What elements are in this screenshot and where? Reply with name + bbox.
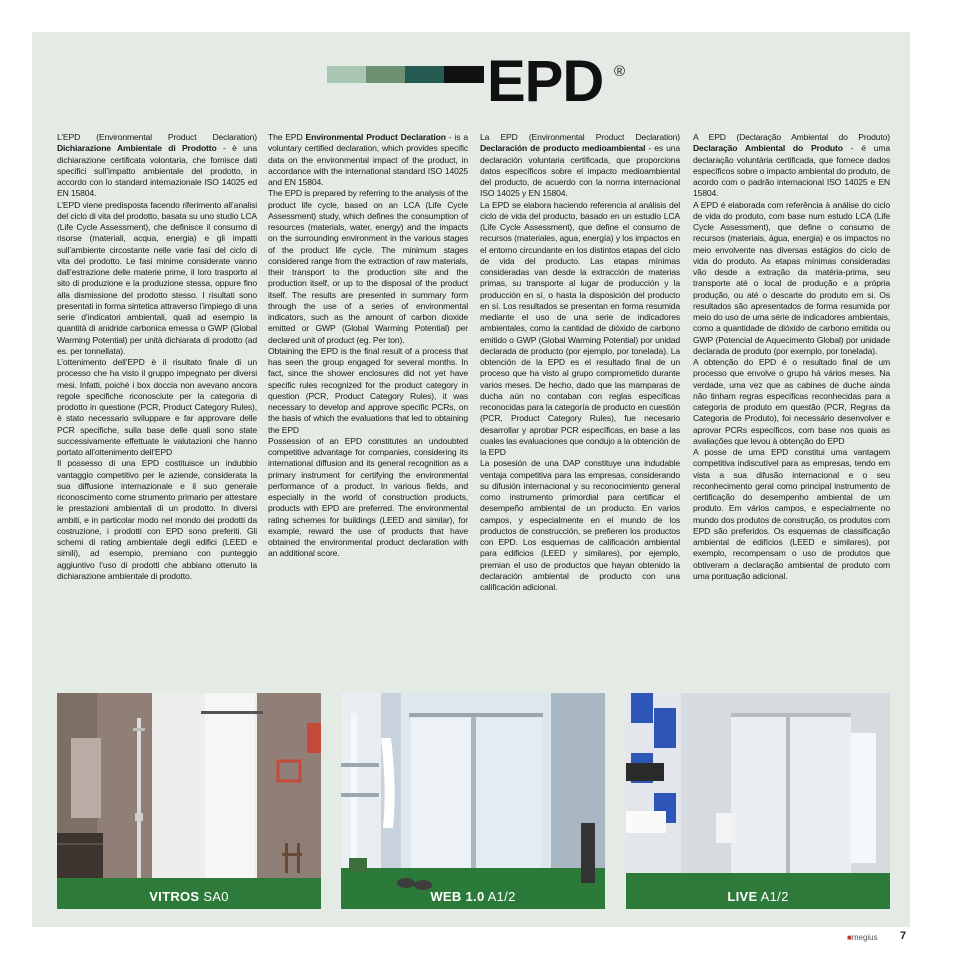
product-photo-live [626,693,890,909]
registered-mark: ® [614,63,626,80]
column-italian [57,132,257,582]
paragraph: The EPD Environmental Product Declaration - is a voluntary certified declaration, which provides specific data on the environmental impact of the product, in accordance with the international standard ISO 14025 and EN 15804. [268,132,468,187]
paragraph: A posse de uma EPD constitui uma vantagem competitiva indiscutível para as empresas, tendo em vista a sua difusão internacional e o seu reconhecimento geral como principal instrumento de certificação do desempenho ambiental de um produto. Em vários campos, e especialmente no mundo dos produtos de construção, os produtos com EPD são preferidos. Os esquemas de classificação ambiental de edifícios (LEED e similares), por exemplo, recompensam o uso de produtos que obtiveram a declaração ambiental de produto com uma pontuação adicional. [693,447,890,581]
paragraph: A EPD (Declaração Ambiental do Produto) Declaração Ambiental do Produto - é uma declaração voluntária certificada, que fornece dados específicos sobre o impacto ambiental do produto, de acordo com o padrão internacional ISO 14025 e EN 15804. [693,132,890,199]
photo-caption: VITROS SA0 [149,889,229,904]
logo-text: EPD [487,49,604,114]
product-photo-vitros [57,693,321,909]
paragraph: La EPD (Environmental Product Declaration) Declaración de producto medioambiental - es una declaración voluntaria certificada, que proporciona datos específicos sobre el impacto medioambiental del producto, de acuerdo con la norma internacional ISO 14025 y EN 15804. [480,132,680,199]
paragraph: L’ottenimento dell’EPD è il risultato finale di un processo che ha visto il gruppo impegnato per diversi mesi. Infatti, poiché i box doccia non avevano ancora regole specifiche riconosciute per la categoria di prodotto in questione (PCR, Product Category Rules), è stato necessario sviluppare e far approvare delle PCR specifiche, sulla base delle quali sono state successivamente effettuate le valutazioni che hanno portato all’ottenimento dell’EPD [57,357,257,457]
paragraph: Obtaining the EPD is the final result of a process that has seen the group engaged for several months. In fact, since the shower enclosures did not yet have specific rules recognized for the product category in question (PCR, Product Category Rules), it was necessary to develop and approve specific PCRs, on the basis of which the evaluations that led to obtaining the EPD [268,345,468,435]
paragraph: A EPD é elaborada com referência à análise do ciclo de vida do produto, com base num estudo LCA (Life Cycle Assessment), que define o consumo de recursos (materiais, água, energia) e os impactos no meio envolvente nas diversas estágios do ciclo de vida do produto. As etapas mínimas consideradas vão desde a extração da matéria-prima, seu transporte até o local de produção e a própria produção, ou até o descarte do produto em si. Os resultados são apresentados de forma resumida por meio do uso de uma série de indicadores ambientais, como a quantidade de dióxido de carbono emitida ou GWP (Potencial de Aquecimento Global) por unidade declarada de produto (por exemplo, por tonelada). [693,199,890,356]
brand-mark-icon: ■ [847,933,852,942]
paragraph: L’EPD (Environmental Product Declaration) Dichiarazione Ambientale di Prodotto - è una dichiarazione certificata volontaria, che fornisce dati specifici sull’impatto ambientale del prodotto, in accordo con lo standard internazionale ISO 14025 ed EN 15804. [57,132,257,199]
page-number: 7 [900,930,907,942]
logo-stripe [405,66,444,83]
column-english [268,132,468,560]
paragraph: The EPD is prepared by referring to the analysis of the product life cycle, based on an LCA (Life Cycle Assessment) study, which defines the consumption of resources (materials, water, energy) and the impacts on the surrounding environment in the various stages of the product life cycle. The minimum stages considered range from the extraction of raw materials, their transport to the production site and the production itself, or up to the disposal of the product itself. The results are presented in summary form through the use of a series of environmental indicators, such as the amount of carbon dioxide emitted or GWP (Global Warming Potential) per declared unit of product (eg. Per ton). [268,188,468,345]
paragraph: La EPD se elabora haciendo referencia al análisis del ciclo de vida del producto, basado en un estudio LCA (Life Cycle Assessment), que define el consumo de recursos (materiales, agua, energía) y los impactos en el entorno circundante en los distintos etapas del ciclo de vida del producto. Las etapas mínimas consideradas van desde la extracción de materias primas, su transporte al lugar de producción y la producción en sí, o hasta la disposición del producto en sí. Los resultados se presentan en forma resumida mediante el uso de una serie de indicadores ambientales, como la cantidad de dióxido de carbono emitido o GWP (Global Warming Potential) por unidad declarada de producto (por ejemplo, por tonelada). La obtención de la EPD es el resultado final de un proceso que ha visto al grupo comprometido durante varios meses. De hecho, dado que las mamparas de ducha aún no contaban con reglas específicas reconocidas para la categoría de producto en cuestión (PCR, Product Category Rules), fue necesario desarrollar y aprobar PCR específicas, en base a las cuales las evaluaciones que condujo a la obtención de la EPD [480,199,680,457]
paragraph: Possession of an EPD constitutes an undoubted competitive advantage for companies, considering its international diffusion and its general recognition as a primary instrument for certifying the environmental performance of a product. In various fields, and especially in the world of construction products, products with EPD are preferred. The environmental rating schemes for buildings (LEED and similar), for example, reward the use of products that have obtained the environmental product declaration with an additional score. [268,435,468,559]
photo-caption: WEB 1.0 A1/2 [430,889,516,904]
photo-caption: LIVE A1/2 [727,889,789,904]
corner-shower-image [626,693,890,909]
paragraph: L’EPD viene predisposta facendo riferimento all’analisi del ciclo di vita del prodotto, basata su uno studio LCA (Life Cycle Assessment), che definisce il consumo di risorse (materiali, acqua, energia) e gli impatti sull’ambiente circostante nelle varie fasi del ciclo di vita del prodotto. Le fasi minime considerate vanno dall’estrazione delle materie prime, il loro trasporto al sito di produzione e la produzione stessa, oppure fino alla dismissione del prodotto stesso. I risultati sono presentati in forma sintetica attraverso l’impiego di una serie d’indicatori ambientali, quali ad esempio la quantità di anidride carbonica emessa o GWP (Global Warming Potential) per unità dichiarata di prodotto (ad es. per tonnellata). [57,199,257,356]
logo-stripe [366,66,405,83]
paragraph: La posesión de una DAP constituye una indudable ventaja competitiva para las empresas, considerando su difusión internacional y su reconocimiento general como instrumento primordial para certificar el desempeño ambiental de un producto. En varios campos, y especialmente en el mundo de los productos de construcción, se prefieren los productos con EPD. Los esquemas de calificación ambiental para edificios (LEED y similares), por ejemplo, premian el uso de productos que hayan obtenido la declaración ambiental de producto con una calificación adicional. [480,458,680,592]
shower-enclosure-image [341,693,605,909]
paragraph: A obtenção do EPD é o resultado final de um processo que envolve o grupo há vários meses. Na verdade, uma vez que as cabines de duche ainda não tinham regras específicas reconhecidas para a categoria de produto em questão (PCR, Regras da Categoria de Produto), foi necessário desenvolver e aprovar PCRs específicos, com base nos quais as avaliações que levou à obtenção do EPD [693,357,890,446]
brand-logo: ■megius [847,933,878,942]
column-spanish [480,132,680,593]
paragraph: Il possesso di una EPD costituisce un indubbio vantaggio competitivo per le aziende, considerata la sua diffusione internazionale e il suo generale riconoscimento come strumento primario per attestare le prestazioni ambientali di un prodotto. In diversi ambiti, e in particolar modo nel mondo dei prodotti da costruzione, i prodotti con EPD sono preferiti. Gli schemi di rating ambientale degli edifici (LEED e simili), ad esempio, premiano con punteggio aggiuntivo l’uso di prodotti che abbiano ottenuto la dichiarazione ambientale di prodotto. [57,458,257,581]
logo-stripe [444,66,484,83]
product-photo-web [341,693,605,909]
bathroom-scene-image [57,693,321,909]
logo-stripe [327,66,366,83]
column-portuguese [693,132,890,582]
